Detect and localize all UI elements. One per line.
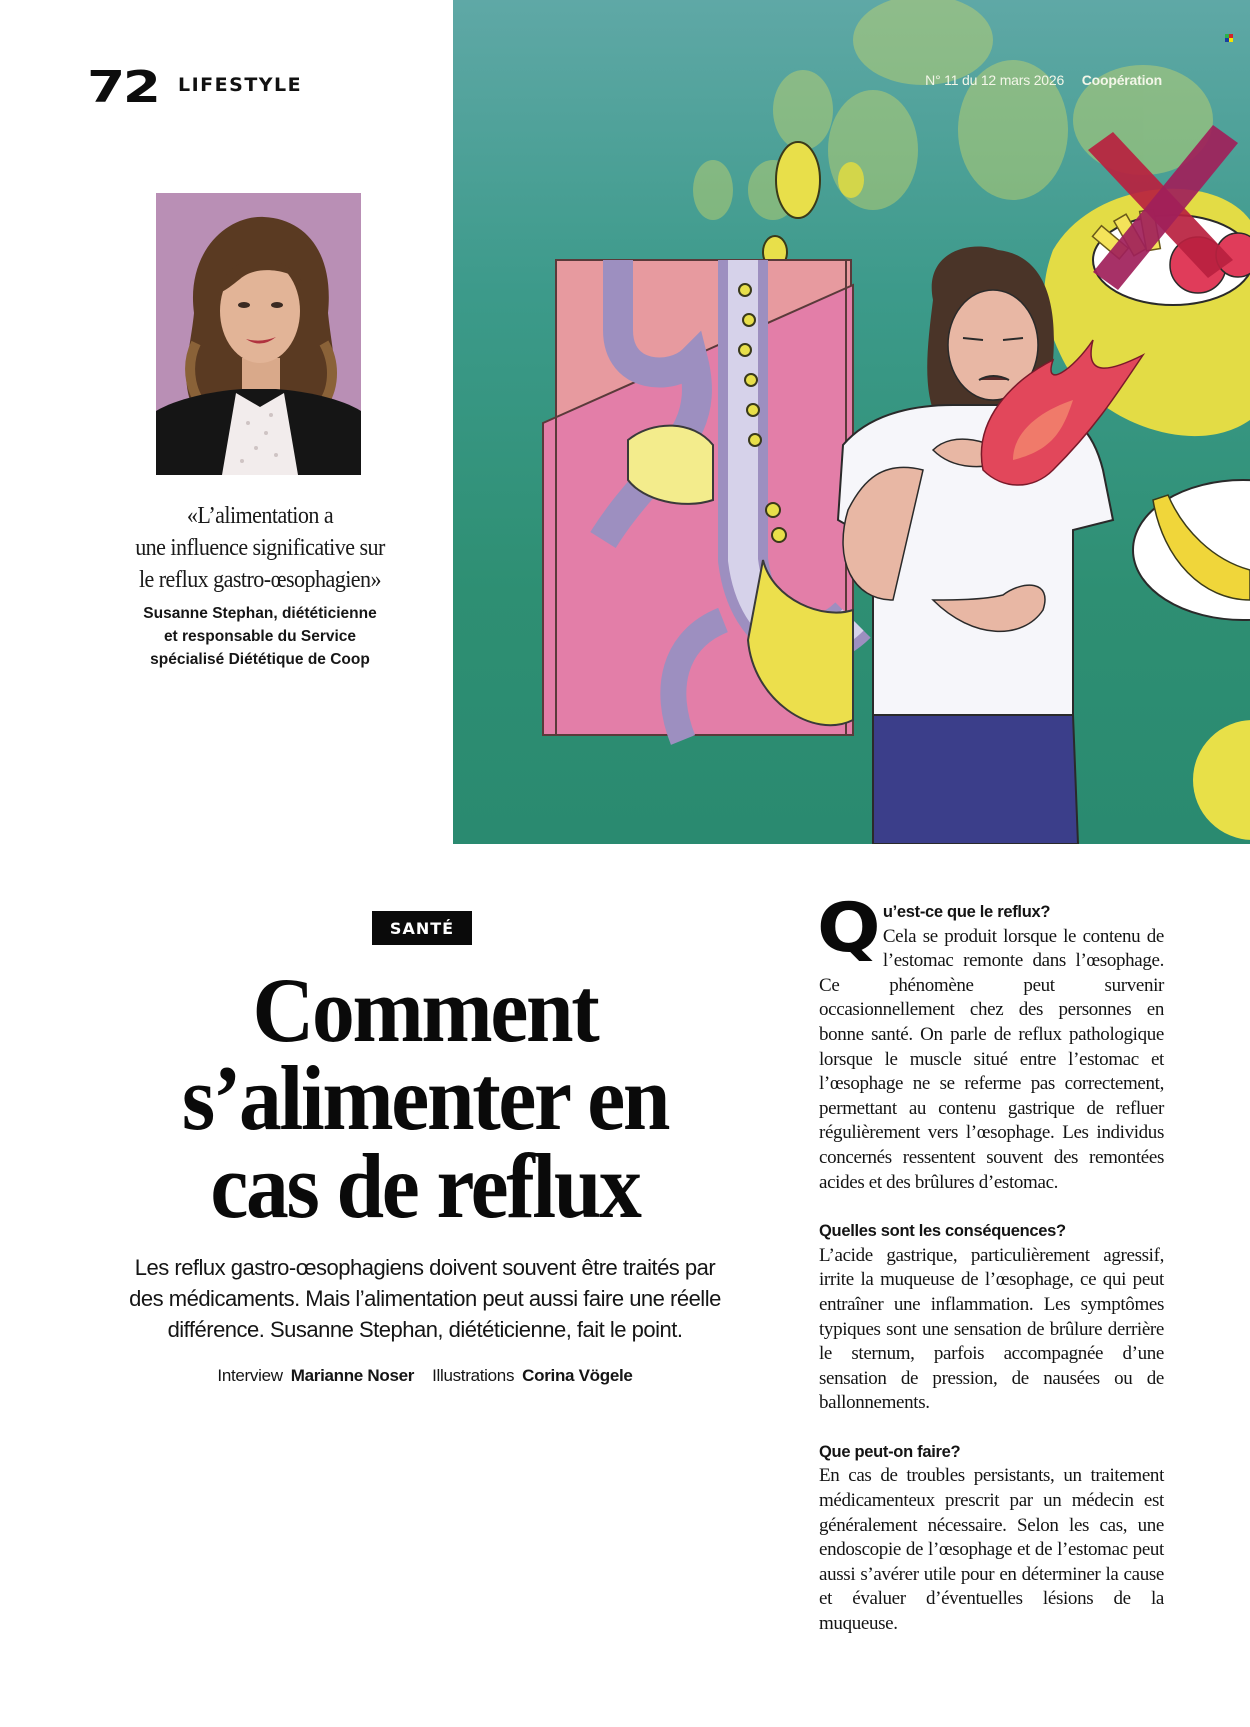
quote-line: «L’alimentation a	[186, 503, 334, 529]
quote-line: le reflux gastro-œsophagien»	[138, 567, 382, 593]
magazine-name: Coopération	[1081, 72, 1162, 88]
headline	[100, 959, 750, 1237]
credit-role: Interview	[217, 1366, 283, 1385]
pull-quote	[113, 500, 407, 596]
portrait-photo	[156, 193, 361, 475]
credit-name: Corina Vögele	[522, 1366, 633, 1385]
category-badge: SANTÉ	[372, 911, 472, 945]
credit-name: Marianne Noser	[290, 1366, 415, 1385]
qa-section	[819, 1219, 1164, 1416]
lead-line: différence. Susanne Stephan, diététicienne, fait le point.	[167, 1317, 683, 1342]
hero-illustration	[453, 0, 1250, 844]
headline-line: cas de reflux	[210, 1135, 640, 1237]
question-heading: u’est-ce que le reflux?	[882, 903, 1051, 921]
lead-line: Les reflux gastro-œsophagiens doivent souvent être traités par	[134, 1255, 716, 1280]
attribution-line: et responsable du Service	[163, 628, 357, 645]
credits	[100, 1366, 750, 1386]
color-registration-mark	[1225, 34, 1233, 42]
answer-text: Cela se produit lorsque le contenu de l’estomac remonte dans l’œsophage. Ce phénomène peut survenir occasionnellement chez des personnes en bonne santé. On parle de reflux pathologique lorsque le muscle situé entre l’estomac et l’œsophage ne se referme pas correctement, permettant au contenu gastrique de refluer régulièrement vers l’œsophage. Les individus concernés ressentent souvent des remontées acides et des brûlures d’estomac.	[819, 925, 1164, 1193]
issue-number: N° 11 du 12 mars 2026	[925, 72, 1065, 88]
section-label: LIFESTYLE	[178, 74, 303, 96]
attribution-line: Susanne Stephan, diététicienne	[143, 605, 377, 622]
reflux-illustration-icon	[453, 0, 1250, 844]
attribution-line: spécialisé Diététique de Coop	[150, 651, 370, 668]
question-heading: Que peut-on faire?	[819, 1442, 961, 1461]
credit-role: Illustrations	[432, 1366, 515, 1385]
lead-paragraph	[100, 1252, 750, 1345]
lead-line: des médicaments. Mais l’alimentation peut aussi faire une réelle	[129, 1286, 721, 1311]
question-heading: Quelles sont les conséquences?	[819, 1222, 1066, 1241]
issue-line	[925, 72, 1162, 88]
headline-line: s’alimenter en	[181, 1047, 669, 1149]
quote-attribution	[100, 602, 420, 671]
answer-text: L’acide gastrique, particulièrement agressif, irrite la muqueuse de l’œsophage, ce qui peut entraîner une inflammation. Les symptômes typiques sont une sensation de brûlure derrière le sternum, parfois accompagnée d’une sensation de pression, de nausées ou de ballonnements.	[819, 1244, 1164, 1414]
qa-section	[819, 1440, 1164, 1637]
headline-line: Comment	[252, 959, 598, 1061]
page-number: 72	[87, 62, 159, 113]
article-body-column	[817, 889, 1164, 1661]
quote-line: une influence significative sur	[135, 535, 385, 561]
person-portrait-icon	[156, 193, 361, 475]
answer-text: En cas de troubles persistants, un traitement médicamenteux prescrit par un médecin est généralement nécessaire. Selon les cas, une endoscopie de l’œsophage et de l’estomac peut aussi s’avérer utile pour en déterminer la cause et évaluer d’éventuelles lésions de la muqueuse.	[819, 1465, 1164, 1635]
drop-cap: Q	[817, 889, 881, 968]
qa-section	[817, 889, 1164, 1195]
